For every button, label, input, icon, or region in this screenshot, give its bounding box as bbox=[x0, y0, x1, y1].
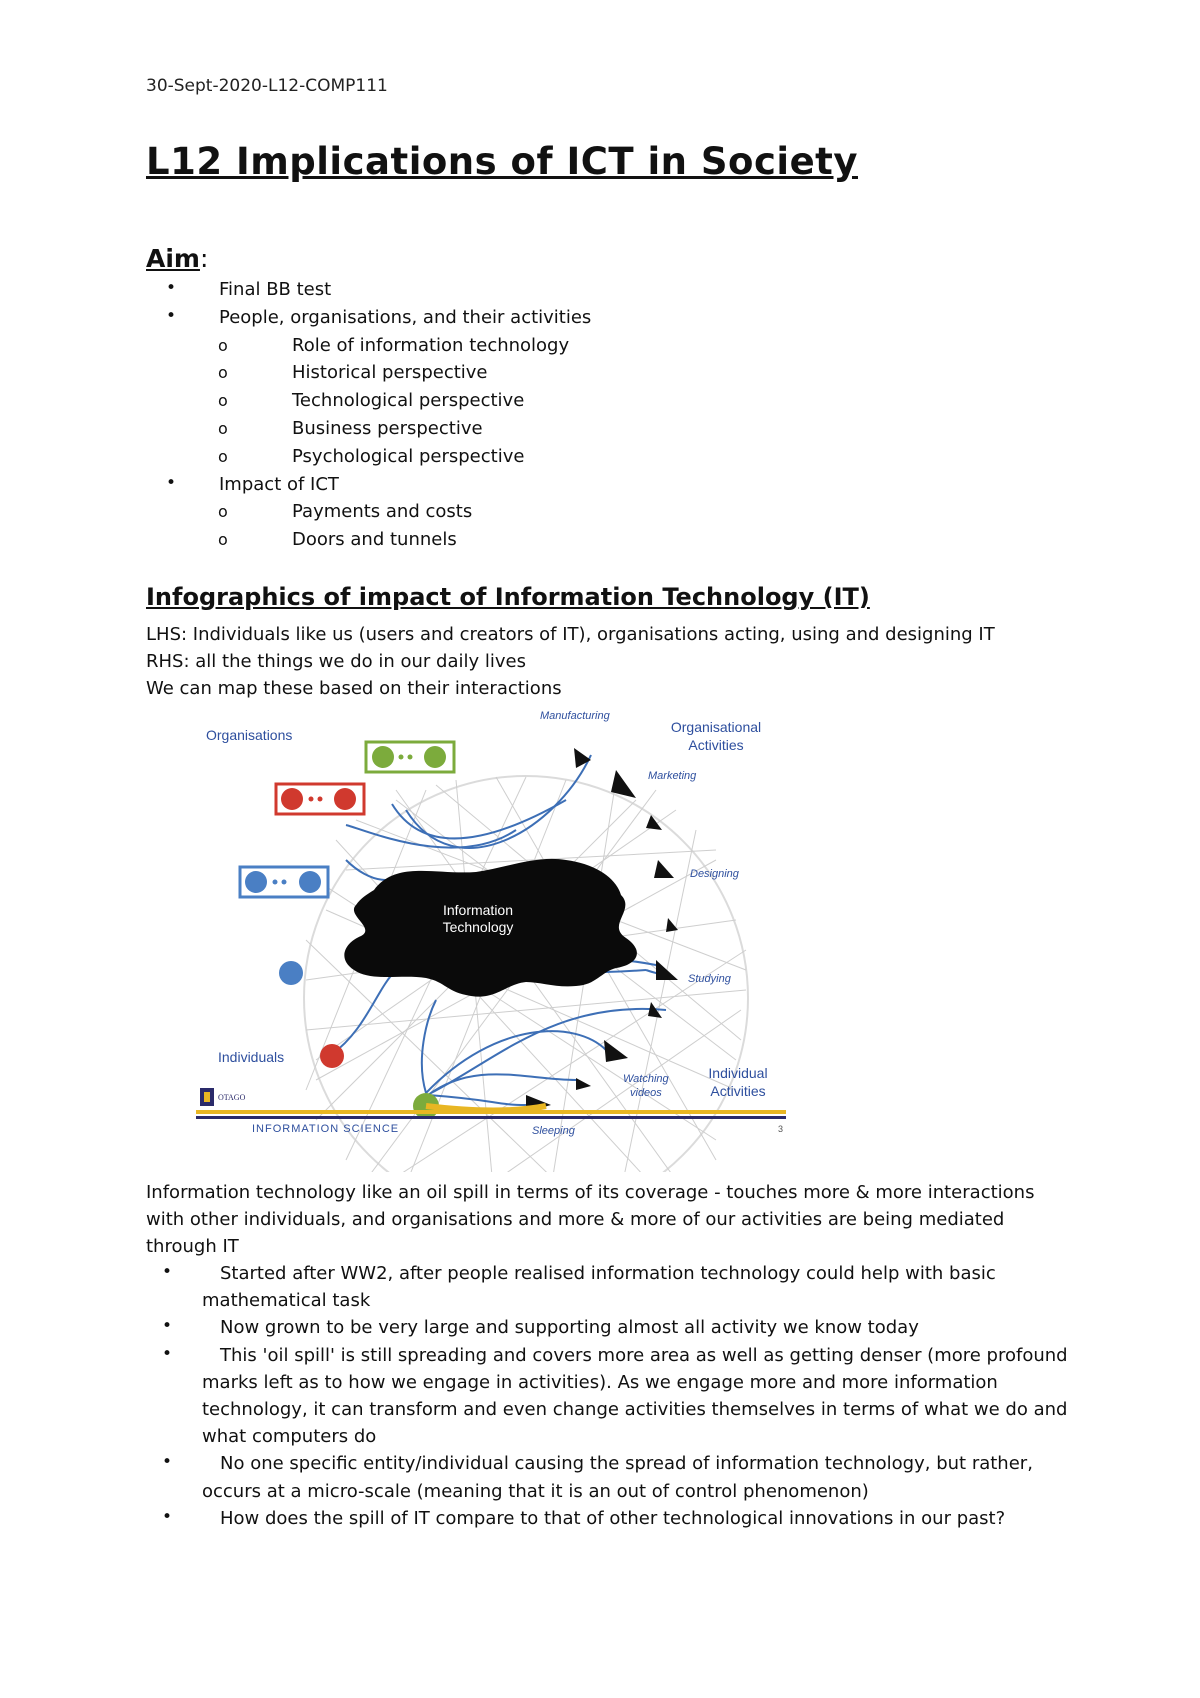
circle-bullet-icon: o bbox=[218, 335, 228, 355]
activity-watching-line2: videos bbox=[630, 1087, 662, 1099]
individuals-label: Individuals bbox=[218, 1049, 285, 1065]
circle-bullet-icon: o bbox=[218, 391, 228, 411]
individual-red-avatar bbox=[320, 1044, 344, 1068]
body-bullet-item bbox=[146, 1505, 1076, 1532]
page-title: L12 Implications of ICT in Society bbox=[146, 140, 858, 183]
activity-designing: Designing bbox=[690, 868, 739, 880]
circle-bullet-icon: o bbox=[218, 418, 228, 438]
bullet-icon: • bbox=[162, 1452, 173, 1473]
body-bullet-text: Now grown to be very large and supporting almost all activity we know today bbox=[220, 1317, 919, 1339]
university-logo bbox=[200, 1088, 246, 1106]
org-activities-label-line1: Organisational bbox=[670, 719, 762, 735]
aim-subitem-text: Doors and tunnels bbox=[292, 529, 457, 551]
bullet-icon: • bbox=[162, 1343, 173, 1364]
circle-bullet-icon: o bbox=[218, 502, 228, 522]
aim-subitem bbox=[146, 387, 591, 415]
body-bullet-text: No one specific entity/individual causing the spread of information technology, but rather, occurs at a micro-scale (meaning that it is an out of control phenomenon) bbox=[202, 1453, 1033, 1502]
circle-bullet-icon: o bbox=[218, 530, 228, 550]
aim-item bbox=[146, 276, 591, 304]
ind-activities-label-line2: Activities bbox=[710, 1083, 766, 1099]
bullet-icon: • bbox=[162, 1506, 173, 1527]
body-bullet-item bbox=[146, 1260, 1076, 1314]
aim-item-text: Final BB test bbox=[219, 279, 332, 300]
activity-sleeping: Sleeping bbox=[532, 1125, 575, 1137]
circle-bullet-icon: o bbox=[218, 363, 228, 383]
aim-colon: : bbox=[199, 244, 209, 273]
bullet-icon: • bbox=[162, 1262, 173, 1282]
aim-subitem-text: Psychological perspective bbox=[292, 445, 525, 467]
university-name: OTAGO bbox=[218, 1093, 246, 1102]
aim-heading bbox=[146, 244, 208, 273]
aim-list bbox=[146, 276, 591, 554]
document-header: 30-Sept-2020-L12-COMP111 bbox=[146, 76, 388, 96]
activity-watching-line1: Watching bbox=[623, 1073, 669, 1085]
circle-bullet-icon: o bbox=[218, 446, 228, 466]
footer-information-science: INFORMATION SCIENCE bbox=[252, 1123, 400, 1135]
aim-subitem-text: Historical perspective bbox=[292, 362, 488, 384]
oil-spill-paragraph: Information technology like an oil spill in terms of its coverage - touches more & more interactions with other individuals, and organisations and more & more of our activities are being mediated through IT bbox=[146, 1182, 1035, 1257]
body-bullet-item bbox=[146, 1450, 1076, 1504]
aim-subitem-text: Business perspective bbox=[292, 417, 483, 439]
aim-subitem bbox=[146, 332, 591, 360]
aim-subitem bbox=[146, 526, 591, 554]
ind-activities-label-line1: Individual bbox=[708, 1065, 768, 1081]
bullet-icon: • bbox=[166, 305, 177, 326]
org-group-red bbox=[276, 784, 364, 814]
lhs-paragraph: LHS: Individuals like us (users and creators of IT), organisations acting, using and designing IT bbox=[146, 624, 995, 645]
activity-studying: Studying bbox=[688, 973, 731, 985]
activity-manufacturing: Manufacturing bbox=[540, 710, 610, 722]
it-impact-infographic bbox=[196, 700, 846, 1172]
aim-subitem bbox=[146, 359, 591, 387]
org-group-blue bbox=[240, 867, 328, 897]
aim-subitem-text: Role of information technology bbox=[292, 334, 570, 356]
slide-page-number: 3 bbox=[778, 1124, 784, 1134]
aim-item bbox=[146, 471, 591, 499]
bullet-icon: • bbox=[162, 1316, 173, 1337]
bullet-icon: • bbox=[166, 278, 177, 298]
individual-blue-avatar bbox=[279, 961, 303, 985]
body-bullet-item bbox=[146, 1342, 1076, 1451]
aim-subitem bbox=[146, 415, 591, 443]
activity-marketing: Marketing bbox=[648, 770, 697, 782]
footer-band-dark bbox=[196, 1116, 786, 1119]
body-bullet-text: Started after WW2, after people realised information technology could help with basic mathematical task bbox=[202, 1263, 996, 1312]
org-activities-label-line2: Activities bbox=[688, 737, 744, 753]
body-bullet-text: This 'oil spill' is still spreading and covers more area as well as getting denser (more profound marks left as to how we engage in activities). As we engage more and more information technology, it can transform and even change activities themselves in terms of what we do and what computers do bbox=[202, 1344, 1068, 1448]
map-paragraph: We can map these based on their interactions bbox=[146, 678, 562, 699]
aim-item-text: Impact of ICT bbox=[219, 473, 339, 495]
aim-item bbox=[146, 304, 591, 332]
body-bullet-item bbox=[146, 1314, 1076, 1341]
aim-subitem-text: Technological perspective bbox=[292, 390, 525, 412]
bullet-icon: • bbox=[166, 472, 177, 493]
aim-item-text: People, organisations, and their activities bbox=[219, 306, 592, 328]
center-label-line2: Technology bbox=[442, 919, 514, 935]
aim-subitem bbox=[146, 443, 591, 471]
aim-subitem-text: Payments and costs bbox=[292, 501, 473, 523]
org-group-green bbox=[366, 742, 454, 772]
center-label-line1: Information bbox=[442, 902, 514, 918]
body-bullet-list bbox=[146, 1260, 1076, 1532]
aim-heading-text: Aim bbox=[146, 244, 200, 273]
aim-subitem bbox=[146, 498, 591, 526]
body-bullet-text: How does the spill of IT compare to that of other technological innovations in our past? bbox=[220, 1507, 1006, 1529]
section-heading: Infographics of impact of Information Technology (IT) bbox=[146, 583, 870, 611]
organisations-label: Organisations bbox=[206, 727, 293, 743]
rhs-paragraph: RHS: all the things we do in our daily lives bbox=[146, 651, 526, 672]
